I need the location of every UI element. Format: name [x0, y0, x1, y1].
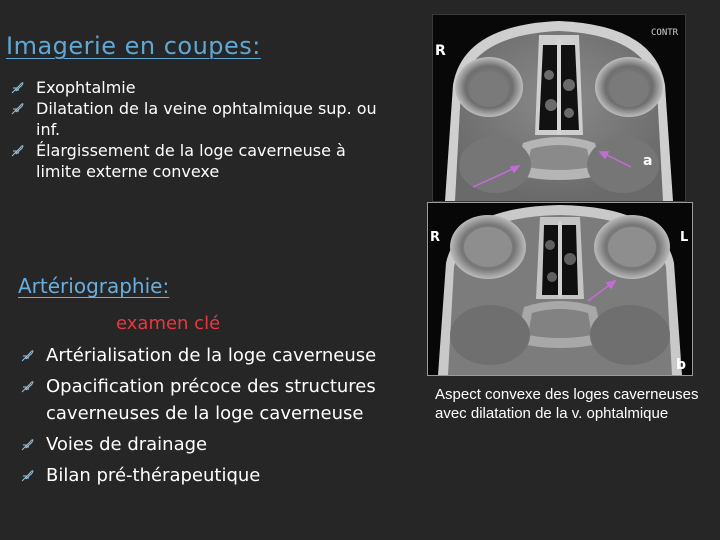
- list-item: [10, 98, 390, 140]
- feather-bullet-icon: [10, 81, 24, 95]
- feather-bullet-icon: [20, 380, 34, 394]
- side-label-r: R: [430, 230, 441, 245]
- list-item: [20, 373, 400, 427]
- arteriography-subheading: examen clé: [116, 313, 221, 334]
- image-caption: Aspect convexe des loges caverneuses avec dilatation de la v. ophtalmique: [435, 386, 699, 422]
- arteriography-heading: Artériographie:: [18, 274, 170, 298]
- side-label-l: L: [680, 230, 689, 245]
- slide-title: Imagerie en coupes:: [6, 32, 261, 60]
- arteriography-item-text: Artérialisation de la loge caverneuse: [46, 345, 377, 366]
- feather-bullet-icon: [10, 144, 24, 158]
- list-item: [20, 431, 400, 458]
- list-item: [10, 140, 390, 182]
- contrast-label: CONTR: [651, 28, 679, 38]
- list-item: [20, 462, 400, 489]
- panel-label-b: b: [676, 357, 687, 373]
- ct-scan-image-b: [427, 202, 693, 376]
- panel-label-a: a: [643, 153, 653, 169]
- arteriography-item-text: Voies de drainage: [46, 434, 208, 455]
- sign-text: Exophtalmie: [36, 78, 136, 97]
- feather-bullet-icon: [20, 438, 34, 452]
- arteriography-list: [20, 342, 400, 493]
- signs-list: [10, 77, 390, 182]
- feather-bullet-icon: [20, 349, 34, 363]
- ct-scan-image-a: [432, 14, 686, 202]
- side-label-r: R: [435, 43, 446, 59]
- arteriography-item-text: Bilan pré-thérapeutique: [46, 465, 261, 486]
- list-item: [20, 342, 400, 369]
- arteriography-item-text: Opacification précoce des structures caverneuses de la loge caverneuse: [46, 376, 376, 424]
- feather-bullet-icon: [20, 469, 34, 483]
- sign-text: Dilatation de la veine ophtalmique sup. ou inf.: [36, 99, 377, 139]
- sign-text: Élargissement de la loge caverneuse à limite externe convexe: [36, 141, 346, 181]
- list-item: [10, 77, 390, 98]
- feather-bullet-icon: [10, 102, 24, 116]
